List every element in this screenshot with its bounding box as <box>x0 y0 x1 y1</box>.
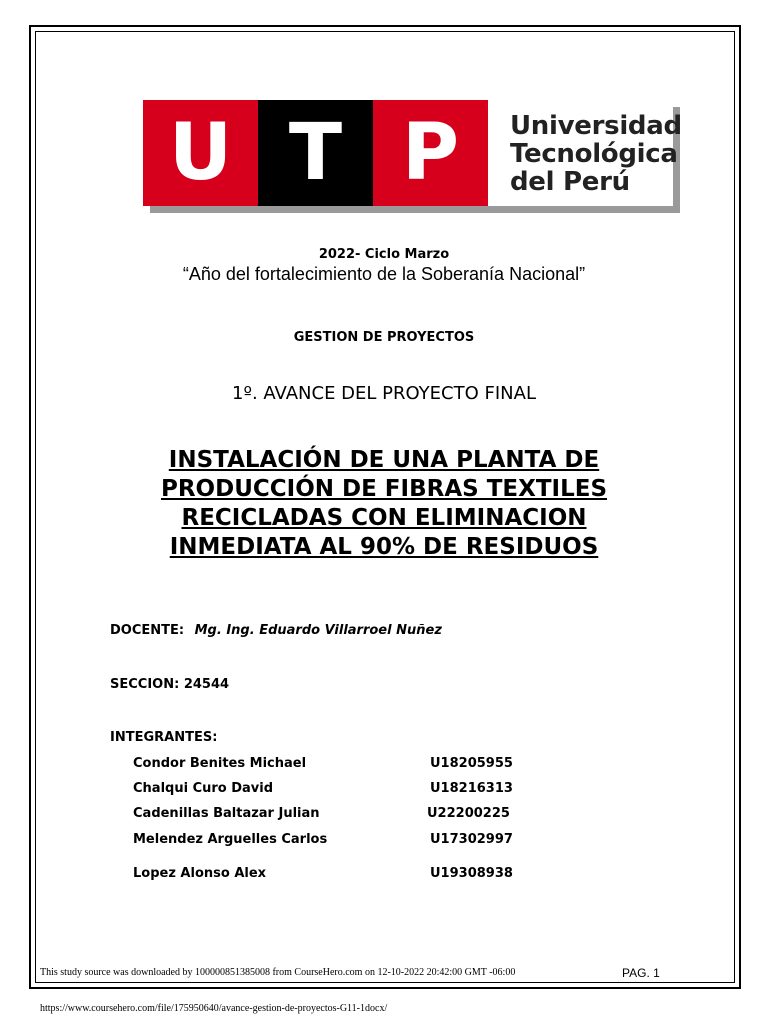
member-code: U17302997 <box>430 832 513 847</box>
title-line: INSTALACIÓN DE UNA PLANTA DE <box>168 447 600 473</box>
member-name: Chalqui Curo David <box>133 781 274 796</box>
avance-heading: 1º. AVANCE DEL PROYECTO FINAL <box>232 383 536 404</box>
member-name: Melendez Arguelles Carlos <box>133 832 328 847</box>
docente-label: DOCENTE: <box>110 623 185 638</box>
member-code: U18216313 <box>430 781 513 796</box>
title-line: INMEDIATA AL 90% DE RESIDUOS <box>169 534 599 560</box>
member-name: Lopez Alonso Alex <box>133 866 267 881</box>
logo-university-name: Universidad Tecnológica del Perú <box>488 100 673 206</box>
page-number: PAG. 1 <box>622 966 660 980</box>
logo-box-t <box>258 100 373 206</box>
utp-logo <box>143 100 682 206</box>
seccion-label: SECCION: <box>110 677 180 692</box>
title-line: PRODUCCIÓN DE FIBRAS TEXTILES <box>160 476 608 502</box>
seccion-value: 24544 <box>183 677 230 692</box>
integrantes-label: INTEGRANTES: <box>110 730 218 745</box>
project-title <box>0 446 768 562</box>
docente-value: Mg. Ing. Eduardo Villarroel Nuñez <box>194 623 442 638</box>
member-code: U18205955 <box>430 756 513 771</box>
download-notice: This study source was downloaded by 100000851385008 from CourseHero.com on 12-10-2022 20:42:00 GMT -06:00 <box>40 967 516 978</box>
docente-field <box>110 623 442 638</box>
course-name: GESTION DE PROYECTOS <box>293 330 475 345</box>
source-url-link[interactable]: https://www.coursehero.com/file/175950640/avance-gestion-de-proyectos-G11-1docx/ <box>40 1003 388 1014</box>
logo-box-p <box>373 100 488 206</box>
logo-box-u <box>143 100 258 206</box>
national-motto: “Año del fortalecimiento de la Soberanía Nacional” <box>182 264 586 284</box>
logo-letter-p: P <box>401 108 460 198</box>
member-code: U19308938 <box>430 866 513 881</box>
logo-letter-u: U <box>168 108 233 198</box>
logo-letter-t: T <box>288 108 343 198</box>
member-code: U22200225 <box>427 806 510 821</box>
year-cycle: 2022- Ciclo Marzo <box>318 247 450 262</box>
title-line: RECICLADAS CON ELIMINACION <box>181 505 587 531</box>
member-name: Cadenillas Baltazar Julian <box>133 806 320 821</box>
member-name: Condor Benites Michael <box>133 756 307 771</box>
seccion-field <box>110 677 229 692</box>
